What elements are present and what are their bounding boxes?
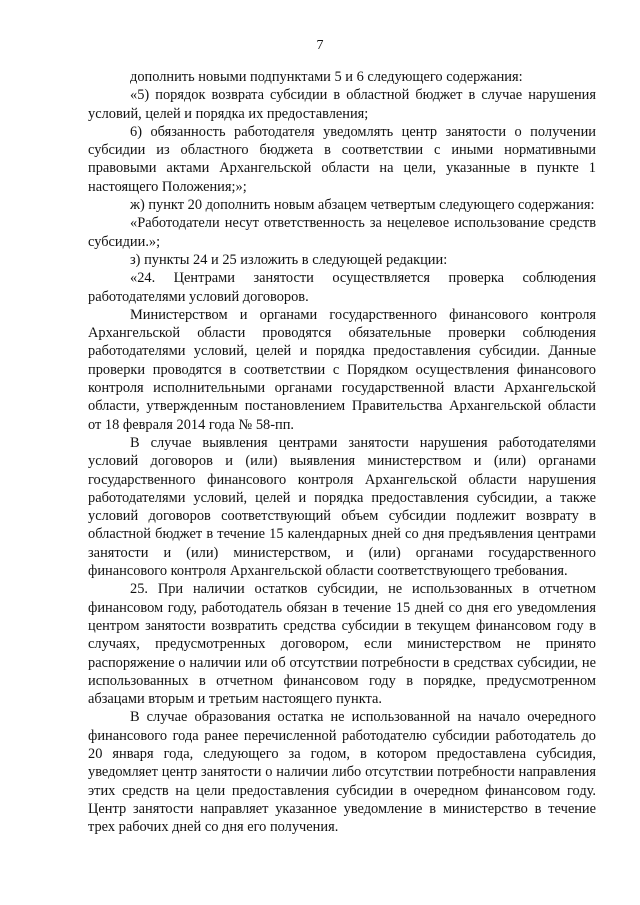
page-number: 7 bbox=[316, 38, 324, 53]
paragraph-intro: дополнить новыми подпунктами 5 и 6 следующего содержания: bbox=[130, 69, 523, 85]
paragraph-ministry-checks: Министерством и органами государственного финансового контроля Архангельской области проводятся обязательные проверки соблюдения работодателями условий, целей и порядка предоставления субсидии. Данные проверки проводятся в соответствии с Порядком осуществления финансового контроля исполнительными органами государственной власти Архангельской области, утвержденным постановлением Правительства Архангельской области от 18 февраля 2014 года № 58-пп. bbox=[88, 306, 596, 433]
document-body bbox=[88, 68, 596, 836]
paragraph-item-z: з) пункты 24 и 25 изложить в следующей редакции: bbox=[130, 251, 448, 268]
paragraph-violations: В случае выявления центрами занятости нарушения работодателями условий договоров и (или) выявления министерством и (или) органами государственного финансового контроля Архангельской области нарушения работодателями условий, целей и порядка предоставления субсидии, а также условий договоров соответствующий объем субсидии подлежит возврату в областной бюджет в течение 15 календарных дней со дня предъявления центрами занятости и (или) министерством, и (или) органами государственного финансового контроля Архангельской области соответствующего требования. bbox=[88, 434, 596, 580]
paragraph-subitem-5: «5) порядок возврата субсидии в областной бюджет в случае нарушения условий, целей и порядка их предоставления; bbox=[88, 87, 596, 122]
paragraph-point-24: «24. Центрами занятости осуществляется проверка соблюдения работодателями условий договоров. bbox=[88, 270, 596, 305]
paragraph-point-25: 25. При наличии остатков субсидии, не использованных в отчетном финансовом году, работодатель обязан в течение 15 дней со дня его уведомления центром занятости возвратить средства субсидии в текущем финансовом году в случаях, предусмотренных договором, если министерством не принято распоряжение о наличии или об отсутствии потребности в средствах субсидии, не использованных в отчетном финансовом году в порядке, предусмотренном абзацами вторым и третьим настоящего пункта. bbox=[88, 581, 596, 708]
paragraph-quote-responsibility: «Работодатели несут ответственность за нецелевое использование средств субсидии.»; bbox=[88, 215, 596, 250]
paragraph-subitem-6: 6) обязанность работодателя уведомлять центр занятости о получении субсидии из областного бюджета в соответствии с иными нормативными правовыми актами Архангельской области на цели, указанные в пункте 1 настоящего Положения;»; bbox=[88, 123, 596, 195]
paragraph-remainder: В случае образования остатка не использованной на начало очередного финансового года ранее перечисленной работодателю субсидии работодатель до 20 января года, следующего за годом, в котором предоставлена субсидия, уведомляет центр занятости о наличии либо отсутствии потребности направления этих средств на цели предоставления субсидии в очередном финансовом году. Центр занятости направляет указанное уведомление в министерство в течение трех рабочих дней со дня его получения. bbox=[88, 709, 596, 836]
paragraph-item-zh: ж) пункт 20 дополнить новым абзацем четвертым следующего содержания: bbox=[130, 197, 595, 214]
